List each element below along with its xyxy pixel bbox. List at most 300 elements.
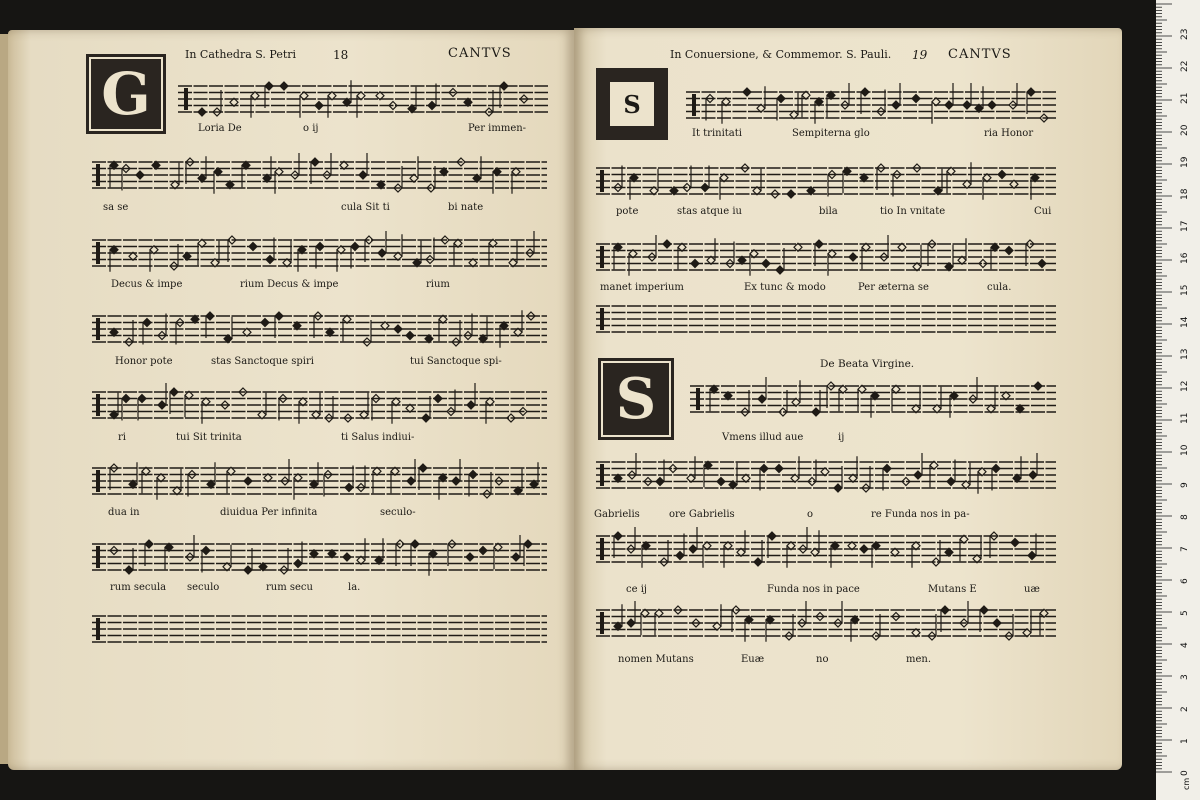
lyric: ri: [118, 432, 126, 443]
note: [815, 98, 823, 124]
note: [360, 393, 368, 419]
note: [815, 240, 823, 266]
note: [300, 92, 308, 118]
note: [663, 240, 671, 248]
note: [249, 243, 257, 251]
note: [766, 616, 774, 642]
note: [960, 535, 968, 561]
note: [947, 167, 955, 193]
note: [500, 82, 508, 108]
note: [479, 317, 487, 343]
ruler-unit: cm: [1182, 777, 1191, 790]
lyric: stas Sanctoque spiri: [211, 356, 314, 367]
note: [892, 83, 900, 109]
note: [375, 538, 383, 564]
note: [422, 396, 430, 422]
clef-mark: [600, 538, 604, 560]
note: [710, 385, 718, 411]
note: [912, 542, 920, 568]
note: [871, 392, 879, 418]
note: [720, 174, 728, 200]
note: [758, 377, 766, 403]
note: [408, 87, 416, 113]
note: [849, 253, 857, 261]
page-number: 19: [912, 48, 928, 62]
clef-mark: [600, 308, 604, 330]
note: [704, 461, 712, 487]
note: [745, 616, 753, 642]
note: [614, 243, 622, 269]
ruler-number: 17: [1180, 220, 1190, 232]
note: [467, 383, 475, 409]
music-staff: [92, 604, 547, 654]
note: [627, 601, 635, 627]
ruler-number: 2: [1180, 706, 1190, 712]
lyric: Ex tunc & modo: [744, 282, 826, 293]
lyric: Honor pote: [115, 356, 173, 367]
lyric: la.: [348, 582, 361, 593]
lyric: diuidua Per infinita: [220, 507, 318, 518]
note: [828, 250, 836, 276]
ruler-number: 6: [1180, 578, 1190, 584]
note: [198, 239, 206, 265]
note: [125, 548, 133, 574]
ruler-number: 16: [1180, 252, 1190, 264]
note: [512, 535, 520, 561]
note: [310, 462, 318, 488]
note: [110, 393, 118, 419]
note: [110, 161, 118, 187]
note: [394, 234, 402, 260]
note: [207, 462, 215, 488]
note: [378, 231, 386, 257]
note: [862, 243, 870, 269]
note: [198, 108, 206, 116]
lyric: ti Salus indiui-: [341, 432, 415, 443]
note: [963, 162, 971, 188]
page-header-title: In Cathedra S. Petri: [185, 48, 297, 61]
note: [762, 260, 770, 268]
note: [689, 527, 697, 553]
note: [753, 169, 761, 195]
lyric: cula Sit ti: [341, 202, 390, 213]
note: [429, 550, 437, 576]
note: [978, 468, 986, 494]
note: [912, 387, 920, 413]
note: [750, 250, 758, 276]
lyric: no: [816, 654, 829, 665]
note: [776, 248, 784, 274]
ruler-number: 21: [1180, 92, 1190, 104]
note: [143, 319, 151, 345]
note: [136, 171, 144, 179]
note: [312, 393, 320, 419]
note: [790, 93, 798, 119]
note: [757, 86, 765, 112]
lyric: Per æterna se: [858, 282, 929, 293]
note: [945, 245, 953, 271]
note: [849, 456, 857, 482]
note: [275, 168, 283, 194]
note: [1028, 534, 1036, 560]
note: [171, 163, 179, 189]
note: [1013, 456, 1021, 482]
lyric: bi nate: [448, 202, 484, 213]
note: [827, 91, 835, 117]
music-staff: [596, 524, 1056, 574]
note: [122, 395, 130, 421]
note: [512, 168, 520, 194]
note: [392, 398, 400, 424]
note: [1038, 260, 1046, 268]
note: [642, 542, 650, 568]
note: [227, 467, 235, 493]
note: [486, 398, 494, 424]
music-staff: [92, 456, 547, 506]
note: [858, 385, 866, 411]
lyric: It trinitati: [692, 128, 742, 139]
note: [630, 174, 638, 200]
note: [275, 312, 283, 338]
note: [244, 477, 252, 485]
ruler-number: 3: [1180, 674, 1190, 680]
note: [983, 174, 991, 200]
lyric: seculo: [187, 582, 220, 593]
lyric: o: [807, 509, 814, 520]
lyric: pote: [616, 206, 639, 217]
note: [1040, 609, 1048, 635]
note: [224, 317, 232, 343]
note: [452, 459, 460, 485]
ruler-number: 18: [1180, 188, 1190, 200]
voice-label: CANTVS: [948, 47, 1012, 62]
note: [851, 616, 859, 642]
note: [963, 83, 971, 109]
note: [202, 398, 210, 424]
note: [223, 545, 231, 571]
note: [629, 250, 637, 276]
note: [439, 474, 447, 500]
clef-mark: [692, 94, 696, 116]
music-staff: [178, 74, 548, 124]
note: [202, 547, 210, 573]
note: [419, 464, 427, 490]
note: [294, 474, 302, 500]
note: [142, 467, 150, 493]
note: [787, 542, 795, 568]
ruler-number: 1: [1180, 738, 1190, 744]
lyric: tui Sanctoque spi-: [410, 356, 502, 367]
note: [280, 82, 288, 90]
page-number: 18: [333, 48, 349, 62]
measurement-ruler: [1156, 0, 1200, 800]
note: [945, 83, 953, 109]
lyric: manet imperium: [600, 282, 684, 293]
note: [760, 465, 768, 491]
note: [722, 98, 730, 124]
lyric: Loria De: [198, 123, 242, 134]
note: [428, 84, 436, 110]
note: [315, 102, 323, 110]
note: [439, 315, 447, 341]
note: [337, 246, 345, 272]
note: [394, 325, 402, 333]
ruler-number: 8: [1180, 514, 1190, 520]
clef-mark: [696, 388, 700, 410]
note: [883, 465, 891, 491]
note: [947, 460, 955, 486]
note: [777, 95, 785, 121]
lyric: stas atque iu: [677, 206, 742, 217]
note: [775, 465, 783, 473]
note: [514, 310, 522, 336]
note: [913, 245, 921, 271]
note: [466, 553, 474, 561]
note: [500, 322, 508, 348]
note: [932, 98, 940, 124]
clef-mark: [96, 242, 100, 264]
note: [170, 388, 178, 414]
lyric: tui Sit trinita: [176, 432, 242, 443]
lyric: Euæ: [741, 654, 765, 665]
music-staff: [92, 150, 547, 200]
lyric: seculo-: [380, 507, 416, 518]
note: [206, 312, 214, 338]
music-staff: [686, 80, 1056, 130]
note: [998, 171, 1006, 179]
note: [792, 380, 800, 406]
ruler-number: 10: [1180, 444, 1190, 456]
note: [987, 387, 995, 413]
note: [992, 465, 1000, 491]
ruler-number: 15: [1180, 284, 1190, 296]
note: [244, 548, 252, 574]
lyric: nomen Mutans: [618, 654, 694, 665]
note: [980, 606, 988, 632]
lyric: rium: [426, 279, 450, 290]
note: [173, 469, 181, 495]
note: [614, 604, 622, 630]
note: [509, 241, 517, 267]
ruler-number: 9: [1180, 482, 1190, 488]
note: [933, 387, 941, 413]
note: [655, 609, 663, 635]
ruler-number: 11: [1180, 412, 1190, 424]
note: [687, 456, 695, 482]
lyric: uæ: [1024, 584, 1040, 595]
lyric: Sempiterna glo: [792, 128, 870, 139]
note: [454, 239, 462, 265]
note: [129, 462, 137, 488]
note: [703, 542, 711, 568]
note: [950, 392, 958, 418]
initial-letter: S: [610, 82, 654, 126]
note: [802, 91, 810, 117]
note: [343, 80, 351, 106]
note: [701, 166, 709, 192]
note: [406, 332, 414, 340]
ruler-number: 12: [1180, 380, 1190, 392]
note: [391, 467, 399, 493]
note: [530, 462, 538, 488]
note: [411, 540, 419, 566]
lyric: Vmens illud aue: [722, 432, 804, 443]
note: [717, 478, 725, 486]
note: [469, 471, 477, 497]
note: [298, 246, 306, 272]
lyric: tio In vnitate: [880, 206, 946, 217]
lyric: Funda nos in pace: [767, 584, 860, 595]
note: [407, 459, 415, 485]
note: [351, 243, 359, 269]
clef-mark: [96, 546, 100, 568]
music-staff: [596, 294, 1056, 344]
ruler-number: 22: [1180, 60, 1190, 72]
note: [1023, 611, 1031, 637]
note: [912, 95, 920, 103]
note: [934, 169, 942, 195]
music-staff: [596, 232, 1056, 282]
note: [691, 260, 699, 268]
lyric: Cui: [1034, 206, 1052, 217]
clef-mark: [184, 88, 188, 110]
note: [413, 241, 421, 267]
ruler-number: 7: [1180, 546, 1190, 552]
note: [839, 385, 847, 411]
note: [242, 161, 250, 187]
note: [812, 390, 820, 416]
note: [165, 543, 173, 569]
note: [357, 92, 365, 118]
note: [211, 241, 219, 267]
note: [410, 156, 418, 182]
note: [263, 156, 271, 182]
note: [991, 243, 999, 269]
note: [729, 463, 737, 489]
clef-mark: [600, 612, 604, 634]
note: [145, 540, 153, 566]
clef-mark: [600, 464, 604, 486]
note: [941, 606, 949, 632]
lyric: bila: [819, 206, 838, 217]
note: [973, 537, 981, 563]
clef-mark: [600, 246, 604, 268]
note: [359, 153, 367, 179]
note: [514, 469, 522, 495]
lyric: ij: [838, 432, 845, 443]
note: [993, 619, 1001, 627]
note: [261, 319, 269, 327]
note: [641, 609, 649, 635]
note: [185, 391, 193, 417]
note: [258, 393, 266, 419]
ruler-number: 19: [1180, 156, 1190, 168]
lyric: rum secu: [266, 582, 313, 593]
note: [791, 456, 799, 482]
lyric: Per immen-: [468, 123, 527, 134]
note: [493, 168, 501, 194]
ruler-number: 20: [1180, 124, 1190, 136]
note: [843, 167, 851, 193]
music-staff: [596, 156, 1056, 206]
note: [251, 92, 259, 118]
initial-letter: S: [601, 361, 671, 437]
lyric: Decus & impe: [111, 279, 183, 290]
ruler-number: 23: [1180, 28, 1190, 40]
ruler-number: 4: [1180, 642, 1190, 648]
note: [678, 243, 686, 269]
clef-mark: [96, 470, 100, 492]
note: [1027, 88, 1035, 114]
lyric: re Funda nos in pa-: [871, 509, 970, 520]
note: [754, 540, 762, 566]
note: [316, 243, 324, 269]
lyric: ore Gabrielis: [669, 509, 735, 520]
note: [1005, 247, 1013, 255]
decorated-initial-g: [86, 54, 166, 134]
note: [787, 190, 795, 198]
note: [743, 88, 751, 96]
clef-mark: [600, 170, 604, 192]
note: [479, 547, 487, 555]
note: [299, 398, 307, 424]
note: [489, 239, 497, 265]
note: [650, 169, 658, 195]
decorated-initial-s: [596, 68, 668, 140]
lyric: ce ij: [626, 584, 647, 595]
note: [1011, 539, 1019, 547]
lyric: cula.: [987, 282, 1012, 293]
clef-mark: [96, 618, 100, 640]
note: [294, 542, 302, 568]
music-staff: [690, 374, 1056, 424]
ruler-number: 0: [1180, 770, 1190, 776]
note: [811, 530, 819, 556]
note: [1029, 453, 1037, 479]
ruler-number: 5: [1180, 610, 1190, 616]
music-staff: [92, 532, 547, 582]
note: [345, 466, 353, 492]
note: [860, 545, 868, 553]
note: [930, 461, 938, 487]
decorated-initial-s2: [598, 358, 674, 440]
note: [724, 542, 732, 568]
note: [861, 88, 869, 114]
note: [138, 395, 146, 421]
note: [494, 543, 502, 569]
note: [110, 246, 118, 272]
note: [283, 241, 291, 267]
note: [1034, 382, 1042, 390]
note: [962, 463, 970, 489]
note: [737, 530, 745, 556]
lyric: men.: [906, 654, 932, 665]
note: [988, 101, 996, 109]
note: [328, 92, 336, 118]
lyric: dua in: [108, 507, 140, 518]
music-staff: [92, 228, 547, 278]
note: [892, 385, 900, 411]
note: [373, 467, 381, 493]
lyric: Gabrielis: [594, 509, 640, 520]
ruler-number: 13: [1180, 348, 1190, 360]
ruler-ticks: [1156, 0, 1200, 800]
lyric: o ij: [303, 123, 319, 134]
note: [831, 542, 839, 568]
note: [343, 315, 351, 341]
note: [265, 82, 273, 108]
lyric: rum secula: [110, 582, 167, 593]
